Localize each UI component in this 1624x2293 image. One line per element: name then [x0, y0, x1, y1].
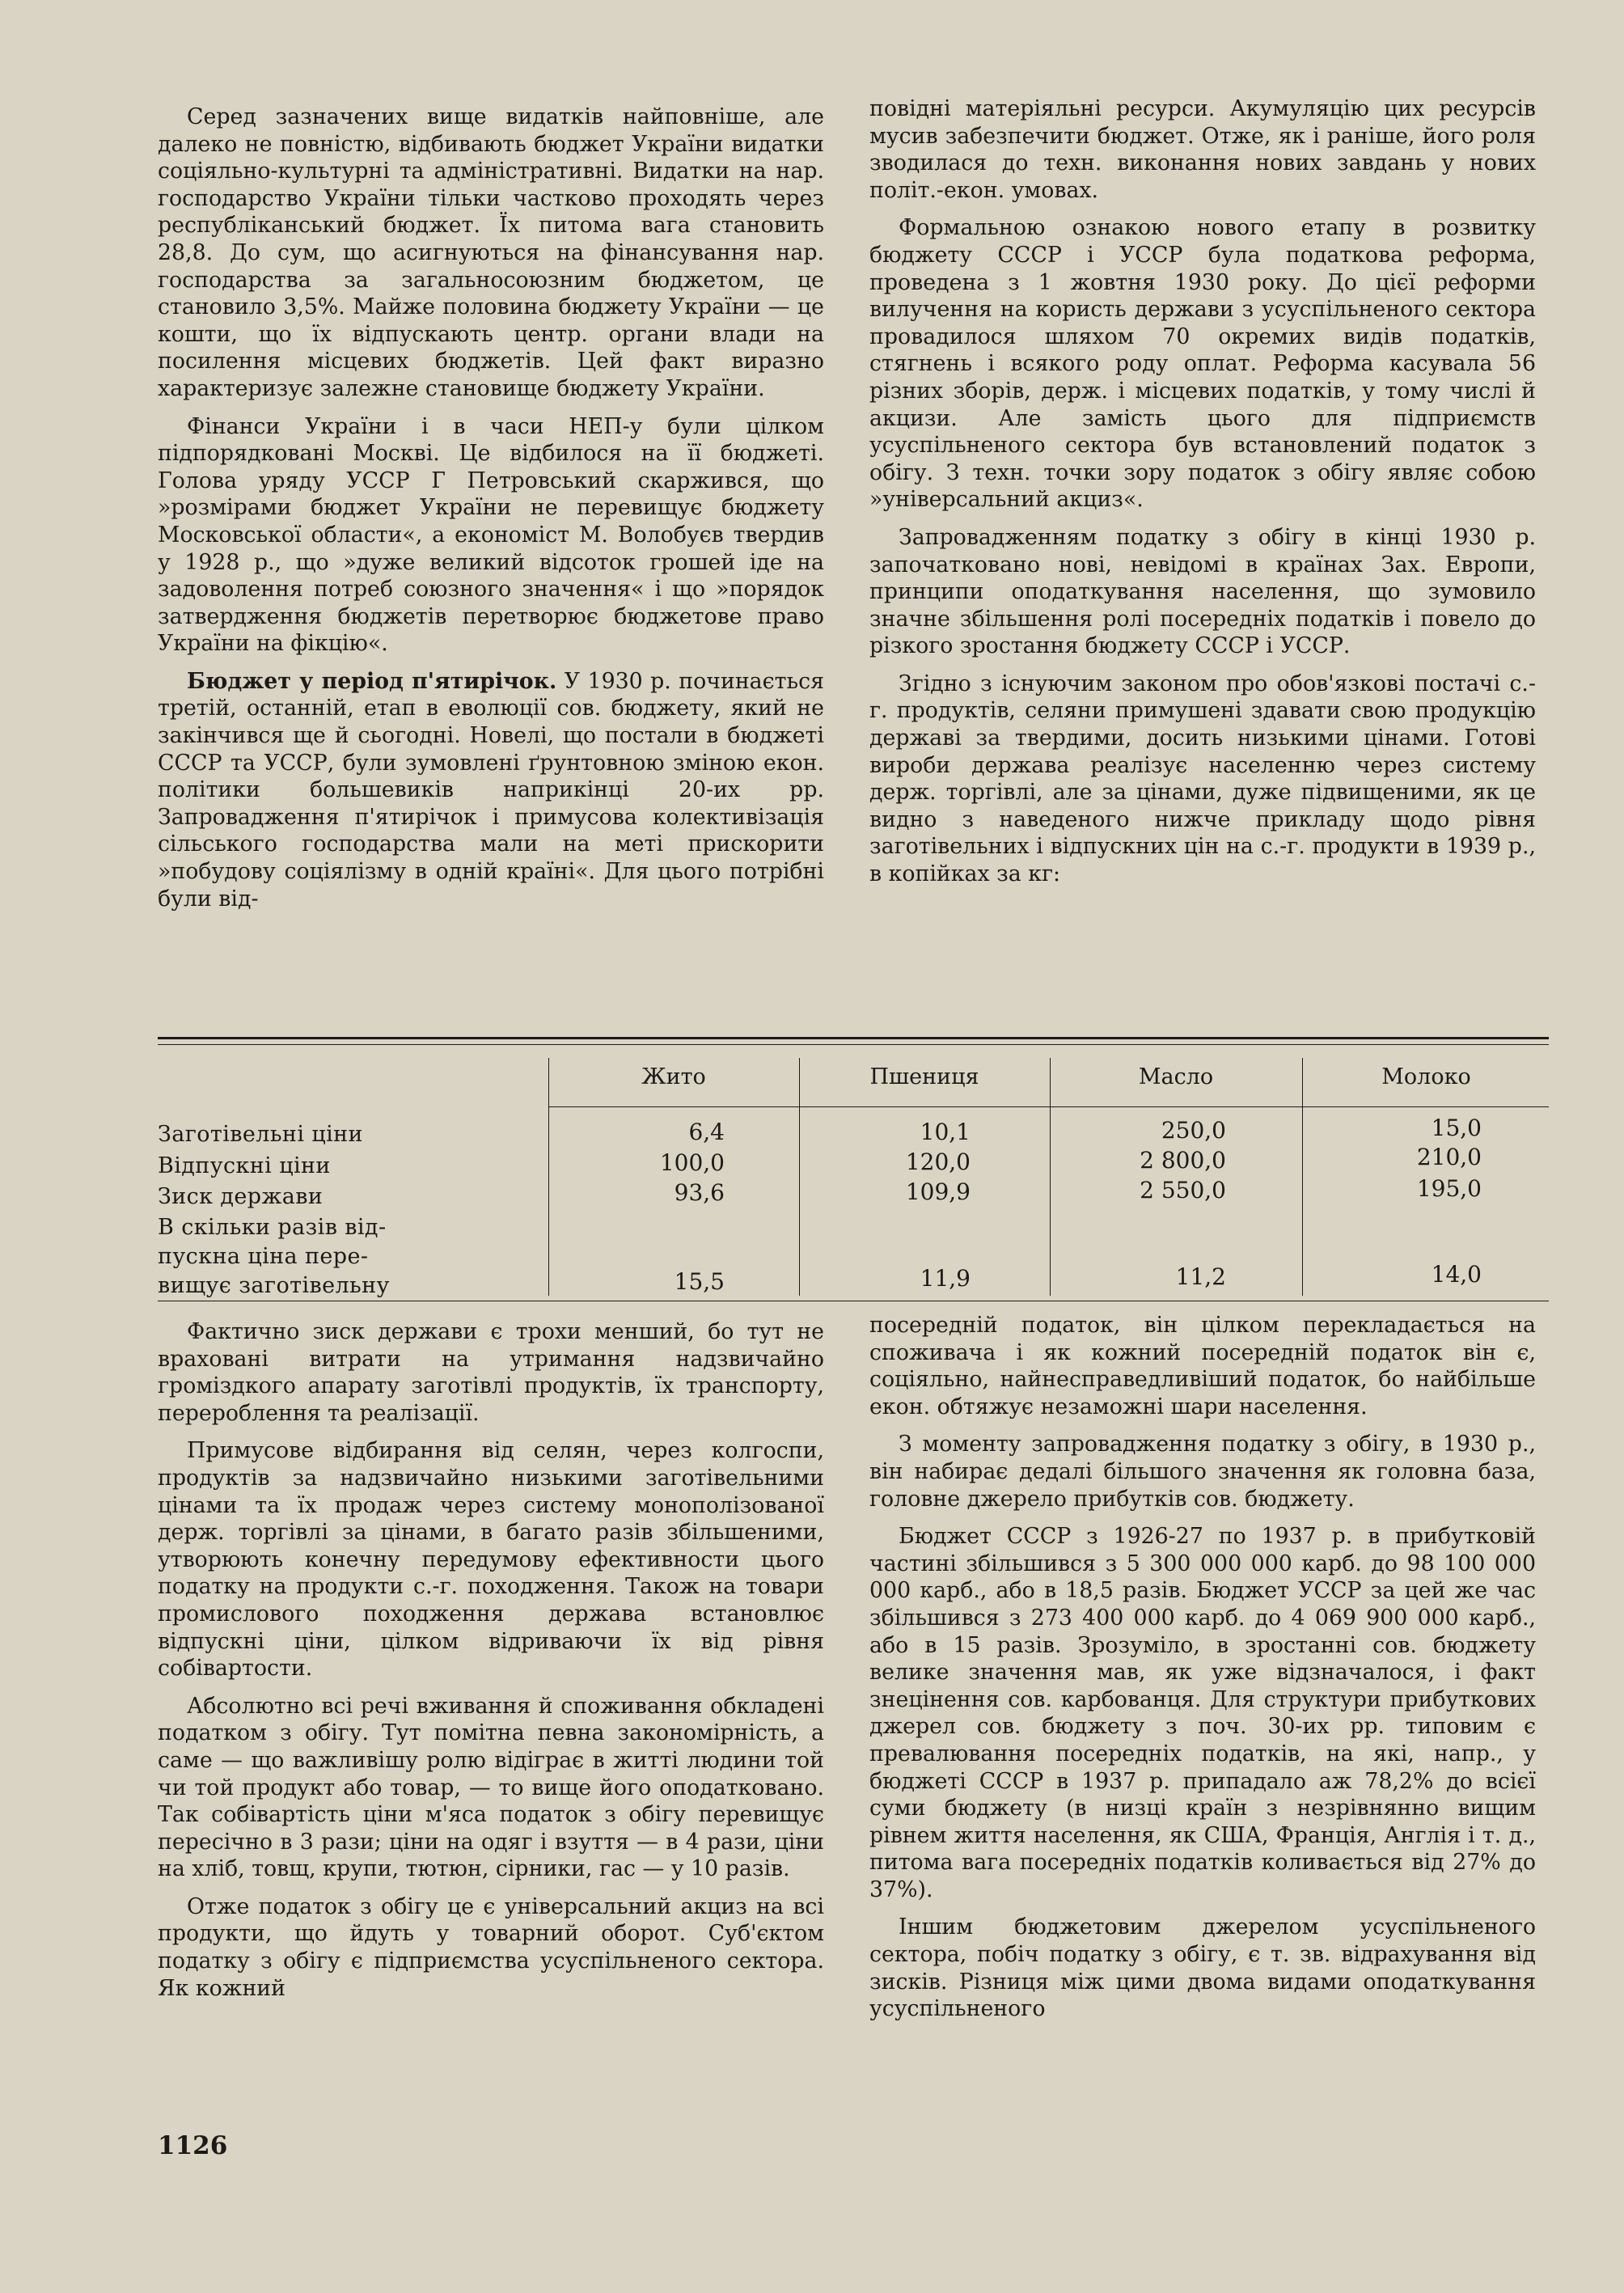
paragraph: Згідно з існуючим законом про обов'язкові постачі с.-г. продуктів, селяни примушені здавати свою продукцію державі за твердими, досить низькими цінами. Готові вироби держава реалізує населенню через систему держ. торгівлі, але за цінами, дуже підвищеними, як це видно з наведеного нижче прикладу щодо рівня заготівельних і відпускних цін на с.-г. продукти в 1939 р., в копійках за кг: — [869, 671, 1536, 887]
paragraph: Формальною ознакою нового етапу в розвитку бюджету СССР і УССР була податкова реформа, проведена з 1 жовтня 1930 року. До цієї реформи вилучення на користь держави з усуспільненого сектора провадилося шляхом 70 окремих видів податків, стягнень і всякого роду оплат. Реформа касувала 56 різних зборів, держ. і місцевих податків, у тому числі й акцизи. Але замість цього для підприємств усуспільненого сектора був встановлений податок з обігу. З техн. точки зору податок з обігу являє собою »універсальний акциз«. — [869, 215, 1536, 513]
table-header-rule — [548, 1106, 1549, 1107]
table-cell: 14,0 — [1431, 1261, 1482, 1288]
table-cell: 11,2 — [1175, 1263, 1226, 1290]
table-cell: 15,0 — [1431, 1115, 1482, 1141]
paragraph: посередній податок, він цілком перекладається на споживача і як кожний посередній податок він є, соціяльно, найнесправедливіший податок, бо найбільше екон. обтяжує незаможні шари населення. — [869, 1313, 1536, 1419]
table-row-label-line: В скільки разів від- — [158, 1215, 387, 1240]
paragraph: Серед зазначених вище видатків найповніше, але далеко не повністю, відбивають бюджет України видатки соціяльно-культурні та адміністративні. Видатки на нар. господарство України тільки частково проходять через республіканський бюджет. Їх питома вага становить 28,8. До сум, що асигнуються на фінансування нар. господарства за загальносоюзним бюджетом, це становило 3,5%. Майже половина бюджету України — це кошти, що їх відпускають центр. органи влади на посилення місцевих бюджетів. Цей факт виразно характеризує залежне становище бюджету України. — [158, 104, 824, 401]
paragraph: Запровадженням податку з обігу в кінці 1930 р. започатковано нові, невідомі в країнах Зах. Европи, принципи оподаткування населення, що зумовило значне збільшення ролі посередніх податків і повело до різкого зростання бюджету СССР і УССР. — [869, 524, 1536, 659]
table-row-label: Заготівельні ціни — [158, 1122, 363, 1147]
table-row-label-line: пускна ціна пере- — [158, 1244, 369, 1269]
table-header-cell: Молоко — [1381, 1064, 1471, 1089]
table-row-label — [158, 1213, 390, 1301]
paragraph-text: У 1930 р. починається третій, останній, етап в еволюції сов. бюджету, який не закінчився ще й сьогодні. Новелі, що постали в бюджеті СССР та УССР, були зумовлені ґрунтовною зміною екон. політики большевиків наприкінці 20-их рр. Запровадження п'ятирічок і примусова колективізація сільського господарства мали на меті прискорити »побудову соціялізму в одній країні«. Для цього потрібні були від- — [158, 668, 824, 912]
table-column-divider — [548, 1058, 549, 1296]
paragraph: Іншим бюджетовим джерелом усуспільненого сектора, побіч податку з обігу, є т. зв. відрахування від зисків. Різниця між цими двома видами оподаткування усуспільненого — [869, 1914, 1536, 2022]
table-header-cell: Пшениця — [869, 1064, 979, 1089]
table-column-divider — [1302, 1058, 1303, 1296]
table-column-divider — [799, 1058, 800, 1296]
paragraph: Фактично зиск держави є трохи менший, бо тут не враховані витрати на утримання надзвичайно громіздкого апарату заготівлі продуктів, їх транспорту, перероблення та реалізації. — [158, 1319, 824, 1426]
paragraph — [158, 668, 824, 912]
table-cell: 210,0 — [1416, 1144, 1482, 1170]
table-cell: 2 550,0 — [1140, 1177, 1226, 1204]
table-row-label: Зиск держави — [158, 1184, 324, 1209]
table-cell: 10,1 — [920, 1119, 971, 1145]
table-cell: 93,6 — [674, 1179, 725, 1206]
table-cell: 2 800,0 — [1140, 1147, 1226, 1174]
table-cell: 109,9 — [905, 1178, 971, 1205]
paragraph: Примусове відбирання від селян, через колгоспи, продуктів за надзвичайно низькими заготівельними цінами та їх продаж через систему монополізованої держ. торгівлі за цінами, в багато разів збільшеними, утворюють конечну передумову ефективности цього податку на продукти с.-г. походження. Також на товари промислового походження держава встановлює відпускні ціни, цілком відриваючи їх від рівня собівартости. — [158, 1438, 824, 1682]
table-header-cell: Масло — [1138, 1064, 1214, 1089]
table-cell: 6,4 — [688, 1119, 725, 1145]
table-row-label-line: вищує заготівельну — [158, 1273, 390, 1298]
paragraph: Бюджет СССР з 1926-27 по 1937 р. в прибутковій частині збільшився з 5 300 000 000 карб. до 98 100 000 000 карб., або в 18,5 разів. Бюджет УССР за цей же час збільшився з 273 400 000 карб. до 4 069 900 000 карб., або в 15 разів. Зрозуміло, в зростанні сов. бюджету велике значення мав, як уже відзначалося, і факт знецінення сов. карбованця. Для структури прибуткових джерел сов. бюджету з поч. 30-их рр. типовим є превалювання посередніх податків, на які, напр., у бюджеті СССР в 1937 р. припадало аж 78,2% до всієї суми бюджету (в низці країн з незрівнянно вищим рівнем життя населення, як США, Франція, Англія і т. д., питома вага посередніх податків коливається від 27% до 37%). — [869, 1524, 1536, 1902]
paragraph: Абсолютно всі речі вживання й споживання обкладені податком з обігу. Тут помітна певна закономірність, а саме — що важливішу ролю відіграє в житті людини той чи той продукт або товар, — то вище його оподатковано. Так собівартість ціни м'яса податок з обігу перевищує пересічно в 3 рази; ціни на одяг і взуття — в 4 рази, ціни на хліб, товщ, крупи, тютюн, сірники, гас — у 10 разів. — [158, 1693, 824, 1882]
page-number: 1126 — [158, 2131, 228, 2160]
column-2 — [869, 95, 1536, 899]
table-top-rule — [158, 1037, 1549, 1045]
table-header-cell: Жито — [641, 1064, 706, 1089]
paragraph: Фінанси України і в часи НЕП-у були цілком підпорядковані Москві. Це відбилося на її бюджеті. Голова уряду УССР Г Петровський скаржився, що »розмірами бюджет України не перевищує бюджету Московської области«, а економіст М. Волобуєв твердив у 1928 р., що »дуже великий відсоток грошей іде на задоволення потреб союзного значення« і що »порядок затвердження бюджетів перетворює бюджетове право України на фікцію«. — [158, 413, 824, 657]
column-1 — [158, 104, 824, 923]
table-cell: 195,0 — [1416, 1175, 1482, 1202]
table-cell: 250,0 — [1161, 1117, 1226, 1144]
table-cell: 120,0 — [905, 1149, 971, 1175]
table-cell: 15,5 — [674, 1268, 725, 1295]
section-heading: Бюджет у період п'ятирічок. — [187, 668, 557, 694]
column-3 — [158, 1318, 824, 2012]
paragraph: З моменту запровадження податку з обігу, в 1930 р., він набирає дедалі більшого значення як головна база, головне джерело прибутків сов. бюджету. — [869, 1432, 1536, 1512]
paragraph: повідні матеріяльні ресурси. Акумуляцію цих ресурсів мусив забезпечити бюджет. Отже, як і раніше, його роля зводилася до техн. виконання нових завдань у нових політ.-екон. умовах. — [869, 96, 1536, 203]
table-cell: 11,9 — [920, 1265, 971, 1292]
paragraph: Отже податок з обігу це є універсальний акциз на всі продукти, що йдуть у товарний оборот. Суб'єктом податку з обігу є підприємства усуспільненого сектора. Як кожний — [158, 1893, 824, 2001]
column-4 — [869, 1312, 1536, 2033]
table-cell: 100,0 — [659, 1149, 725, 1176]
table-row-label: Відпускні ціни — [158, 1153, 331, 1178]
